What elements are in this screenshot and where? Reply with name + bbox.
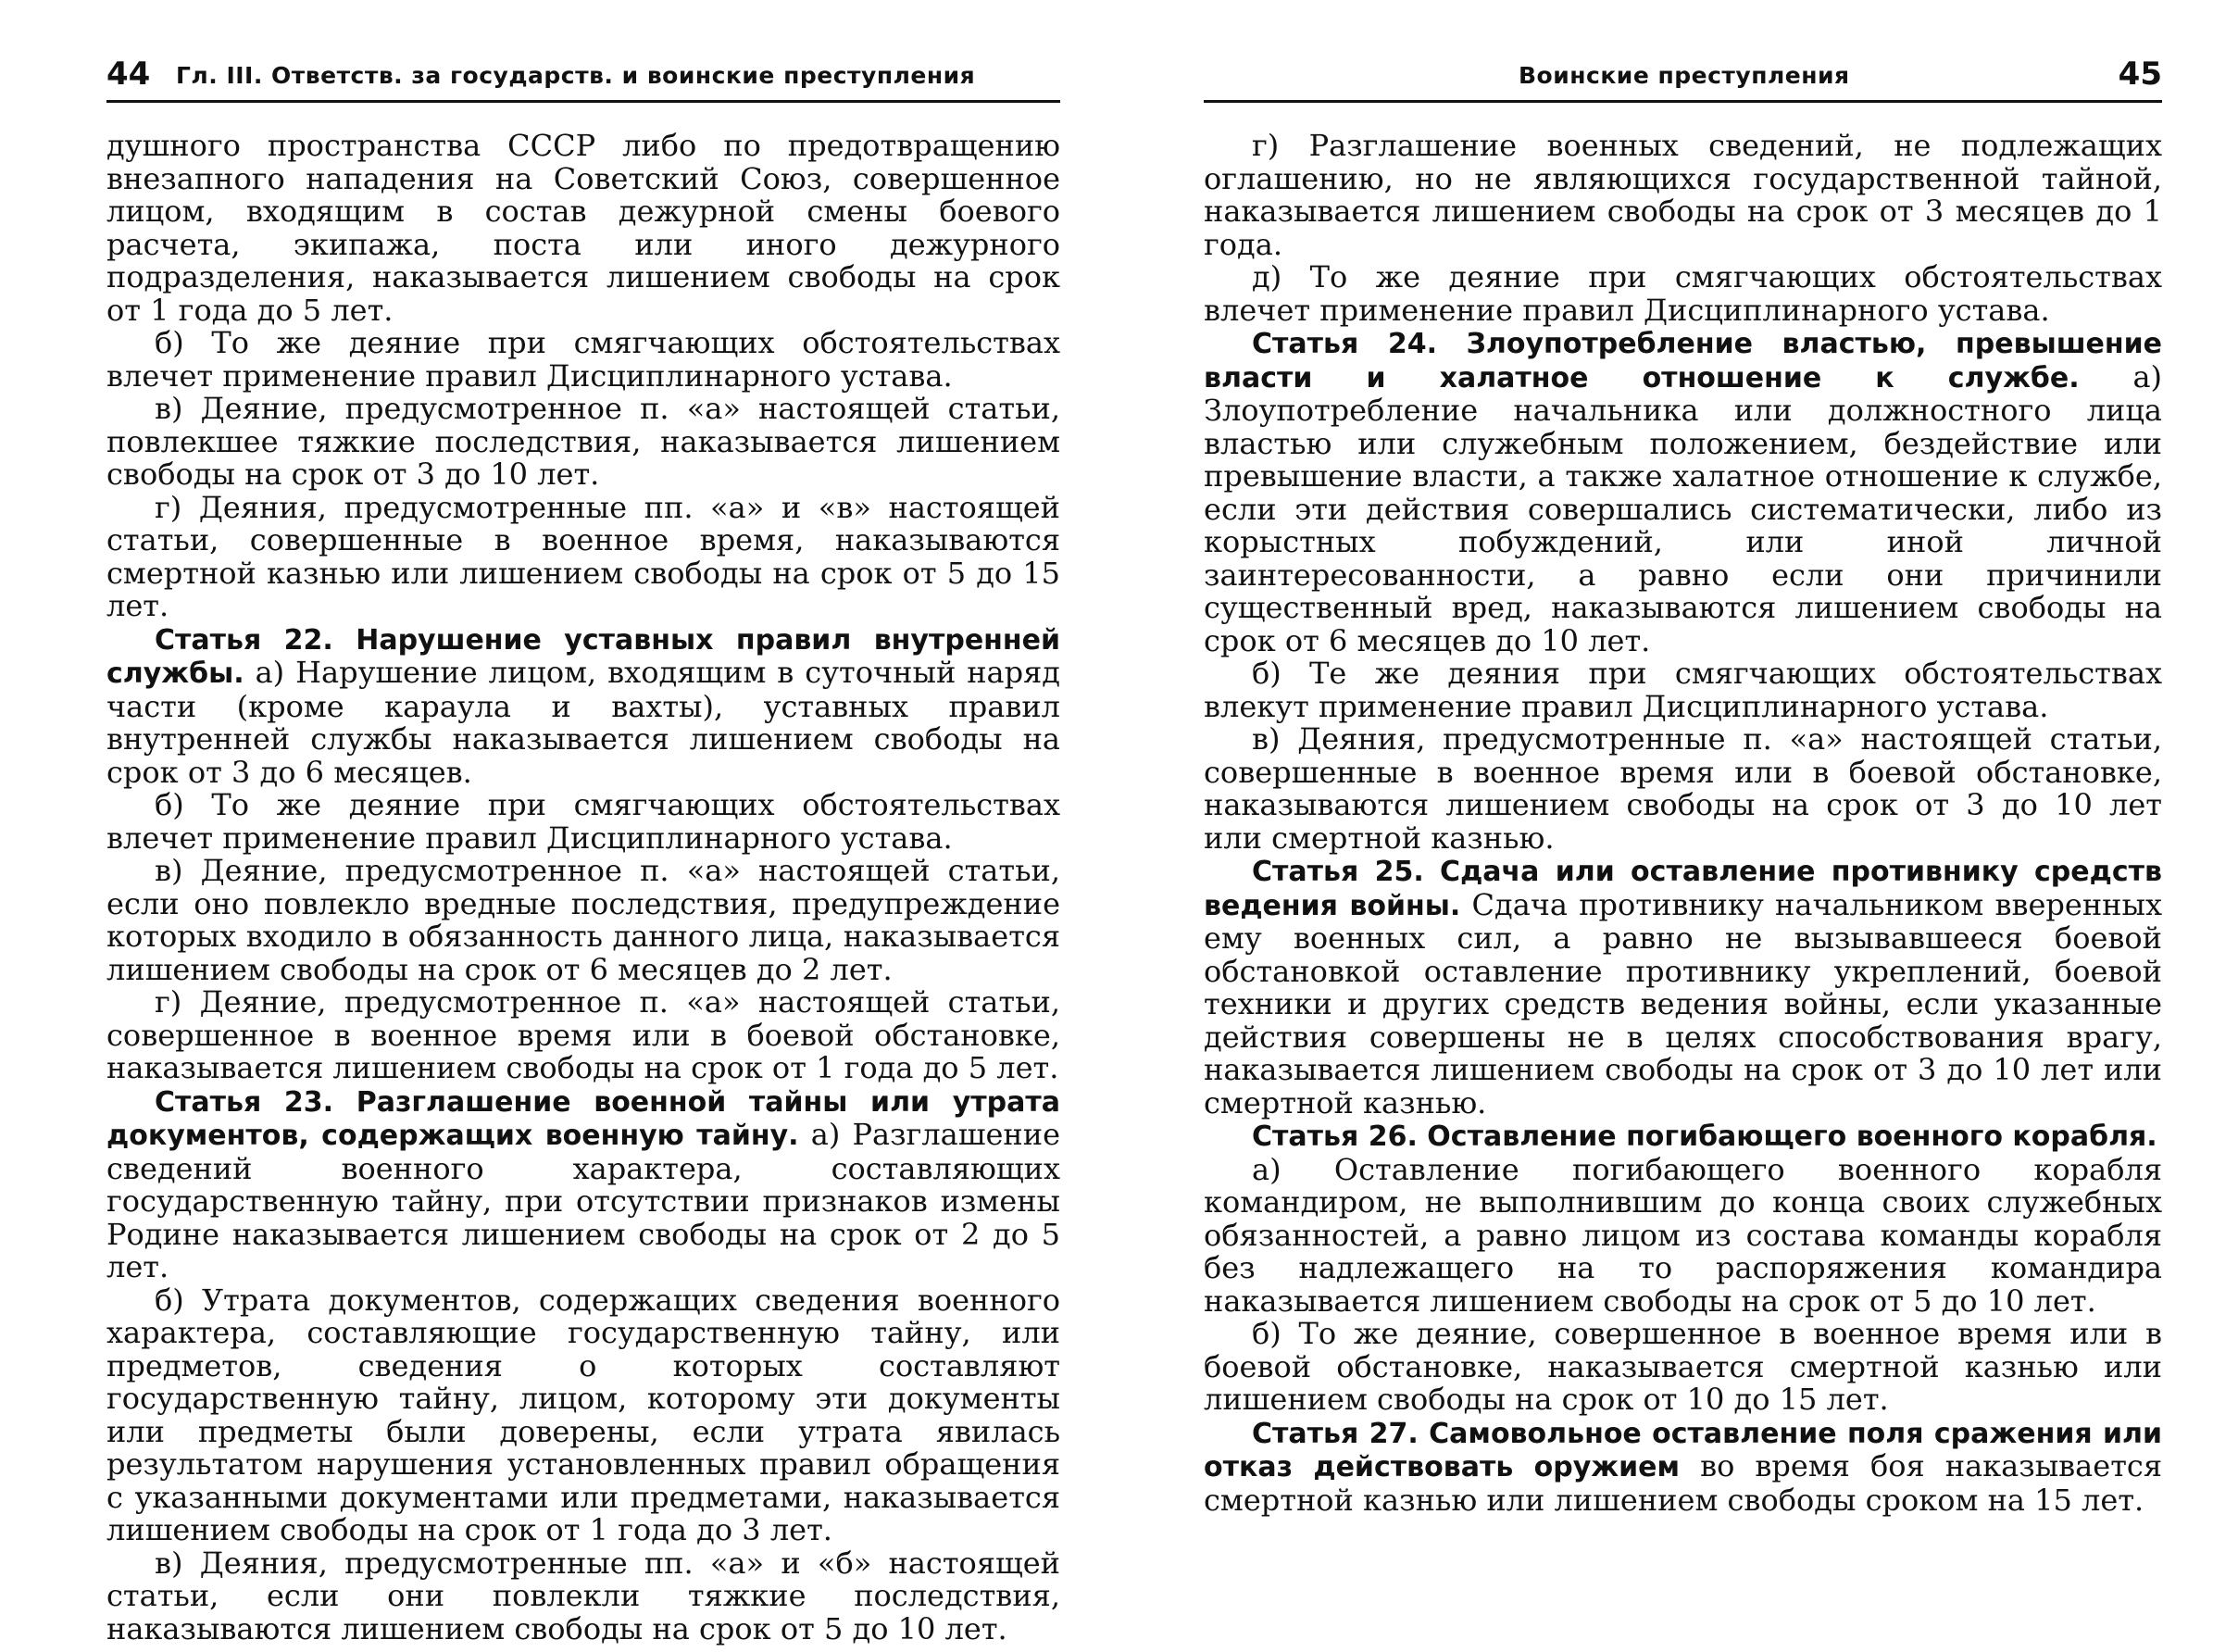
article-27 (1204, 1417, 2162, 1518)
article-26-title (1204, 1120, 2162, 1154)
paragraph: Сдача противнику начальником вверенных ему военных сил, а равно не вызывавшееся боевой обстановкой оставление противнику укреплений, боевой техники и других средств ведения войны, если указанные действия совершены не в целях способствования врагу, наказывается лишением свободы на срок от 3 до 10 лет или смертной казнью. (1204, 886, 2163, 1120)
article-25 (1204, 855, 2162, 1120)
right-page-header (1204, 44, 2162, 103)
article-title: Статья 24. Злоупотребление властью, превышение власти и халатное отношение к службе. (1204, 328, 2162, 394)
paragraph: г) Деяния, предусмотренные пп. «а» и «в» настоящей статьи, совершенные в военное время, наказываются смертной казнью или лишением свободы на срок от 5 до 15 лет. (106, 489, 1060, 623)
right-page (1204, 0, 2162, 1652)
paragraph: в) Деяние, предусмотренное п. «а» настоящей статьи, если оно повлекло вредные последствия, предупреждение которых входило в обязанность данного лица, наказывается лишением свободы на срок от 6 месяцев до 2 лет. (106, 853, 1060, 987)
paragraph: в) Деяния, предусмотренные п. «а» настоящей статьи, совершенные в военное время или в боевой обстановке, наказываются лишением свободы на срок от 3 до 10 лет или смертной казнью. (1204, 721, 2162, 856)
paragraph: а) Злоупотребление начальника или должностного лица властью или служебным положением, бездействие или превышение власти, а также халатное отношение к службе, если эти действия совершались систематически, либо из корыстных побуждений, или иной личной заинтересованности, а равно если они причинили существенный вред, наказываются лишением свободы на срок от 6 месяцев до 10 лет. (1204, 358, 2163, 658)
page-number: 45 (2118, 56, 2162, 93)
page-number: 44 (106, 56, 151, 93)
article-title: Статья 22. Нарушение уставных правил внутренней службы. (106, 623, 1060, 690)
left-page (106, 0, 1060, 1652)
paragraph: во время боя наказывается смертной казнью или лишением свободы сроком на 15 лет. (1204, 1448, 2162, 1518)
paragraph: г) Деяние, предусмотренное п. «а» настоящей статьи, совершенное в военное время или в боевой обстановке, наказывается лишением свободы на срок от 1 года до 5 лет. (106, 984, 1060, 1085)
article-title: Статья 27. Самовольное оставление поля сражения или отказ действовать оружием (1204, 1417, 2162, 1483)
paragraph: а) Нарушение лицом, входящим в суточный наряд части (кроме караула и вахты), уставных правил внутренней службы наказывается лишением свободы на срок от 3 до 6 месяцев. (106, 655, 1060, 790)
paragraph: в) Деяния, предусмотренные пп. «а» и «б» настоящей статьи, если они повлекли тяжкие последствия, наказываются лишением свободы на срок от 5 до 10 лет. (106, 1545, 1060, 1646)
paragraph: б) То же деяние при смягчающих обстоятельствах влечет применение правил Дисциплинарного устава. (106, 787, 1060, 856)
paragraph: д) То же деяние при смягчающих обстоятельствах влечет применение правил Дисциплинарного устава. (1204, 259, 2162, 328)
article-24 (1204, 327, 2162, 657)
running-head: Гл. III. Ответств. за государств. и воинские преступления (176, 62, 976, 89)
paragraph: в) Деяние, предусмотренное п. «а» настоящей статьи, повлекшее тяжкие последствия, наказывается лишением свободы на срок от 3 до 10 лет. (106, 391, 1060, 492)
article-23 (106, 1085, 1060, 1284)
right-page-body (1204, 130, 2162, 1517)
paragraph: б) То же деяние при смягчающих обстоятельствах влечет применение правил Дисциплинарного устава. (106, 325, 1060, 394)
left-page-header (106, 44, 1060, 103)
left-page-body (106, 130, 1060, 1646)
article-22 (106, 623, 1060, 790)
paragraph: душного пространства СССР либо по предотвращению внезапного нападения на Советский Союз, совершенное лицом, входящим в состав дежурной смены боевого расчета, экипажа, поста или иного дежурного подразделения, наказывается лишением свободы на срок от 1 года до 5 лет. (106, 128, 1060, 328)
article-title: Статья 23. Разглашение военной тайны или утрата документов, содержащих военную тайну. (106, 1085, 1060, 1152)
paragraph: г) Разглашение военных сведений, не подлежащих оглашению, но не являющихся государственной тайной, наказывается лишением свободы на срок от 3 месяцев до 1 года. (1204, 128, 2162, 262)
paragraph: а) Разглашение сведений военного характера, составляющих государственную тайну, при отсутствии признаков измены Родине наказывается лишением свободы на срок от 2 до 5 лет. (106, 1117, 1061, 1284)
article-title: Статья 26. Оставление погибающего военного корабля. (1252, 1120, 2157, 1153)
running-head: Воинские преступления (1519, 62, 1850, 89)
paragraph: а) Оставление погибающего военного корабля командиром, не выполнившим до конца своих служебных обязанностей, а равно лицом из состава команды корабля без надлежащего на то распоряжения командира наказывается лишением свободы на срок от 5 до 10 лет. (1204, 1151, 2162, 1319)
paragraph: б) Утрата документов, содержащих сведения военного характера, составляющие государственную тайну, или предметов, сведения о которых составляют государственную тайну, лицом, которому эти документы или предметы были доверены, если утрата явилась результатом нарушения установленных правил обращения с указанными документами или предметами, наказывается лишением свободы на срок от 1 года до 3 лет. (106, 1282, 1060, 1547)
article-title: Статья 25. Сдача или оставление противнику средств ведения войны. (1204, 856, 2162, 922)
paragraph: б) Те же деяния при смягчающих обстоятельствах влекут применение правил Дисциплинарного устава. (1204, 656, 2162, 724)
paragraph: б) То же деяние, совершенное в военное время или в боевой обстановке, наказывается смертной казнью или лишением свободы на срок от 10 до 15 лет. (1204, 1316, 2162, 1417)
